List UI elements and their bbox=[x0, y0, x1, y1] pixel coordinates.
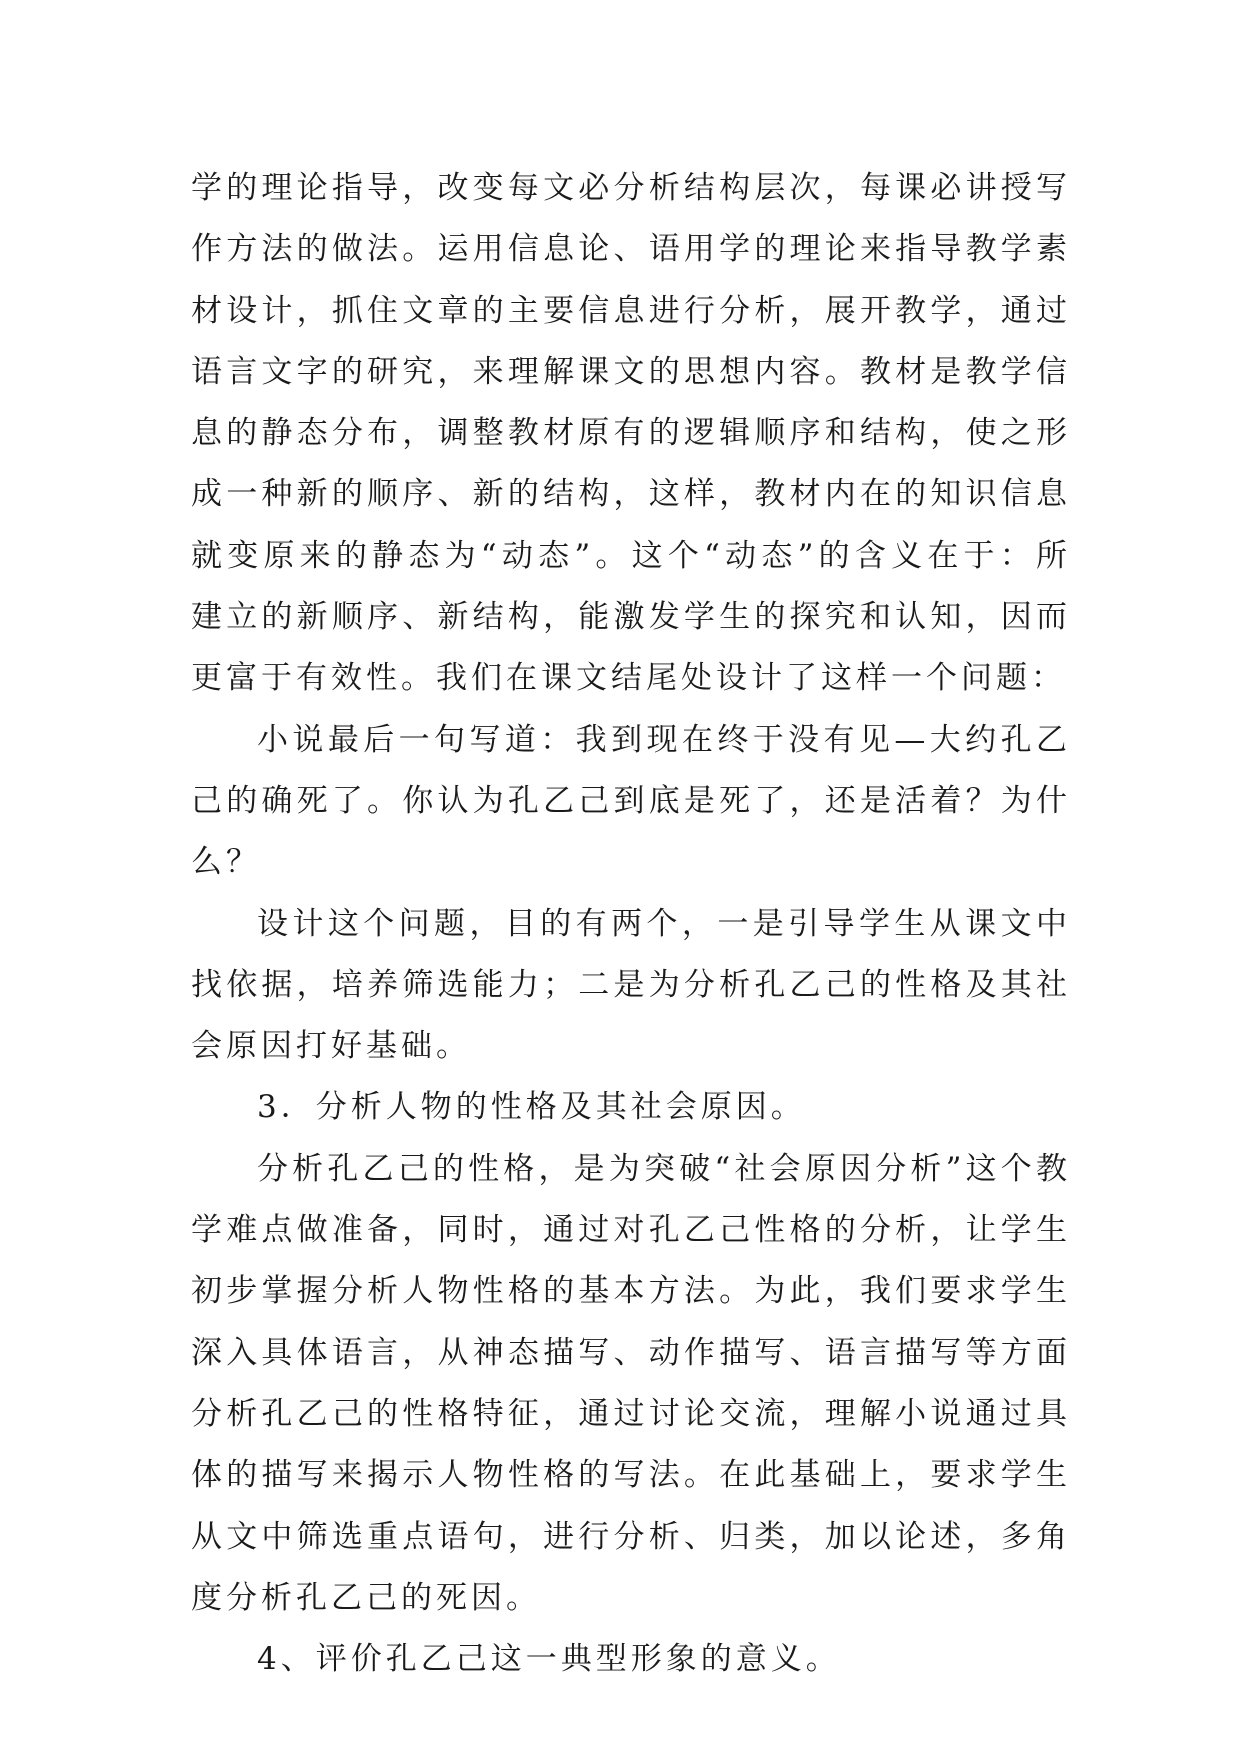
paragraph-quote-question: 小说最后一句写道：我到现在终于没有见—大约孔乙己的确死了。你认为孔乙己到底是死了，还是活着？为什么？ bbox=[191, 721, 1071, 881]
paragraph-design-purpose: 设计这个问题，目的有两个，一是引导学生从课文中找依据，培养筛选能力；二是为分析孔乙己的性格及其社会原因打好基础。 bbox=[191, 905, 1071, 1065]
paragraph-character-analysis: 分析孔乙己的性格，是为突破“社会原因分析”这个教学难点做准备，同时，通过对孔乙己性格的分析，让学生初步掌握分析人物性格的基本方法。为此，我们要求学生深入具体语言，从神态描写、动作描写、语言描写等方面分析孔乙己的性格特征，通过讨论交流，理解小说通过具体的描写来揭示人物性格的写法。在此基础上，要求学生从文中筛选重点语句，进行分析、归类，加以论述，多角度分析孔乙己的死因。 bbox=[191, 1150, 1071, 1616]
section-heading-4: 4、评价孔乙己这一典型形象的意义。 bbox=[257, 1641, 841, 1678]
paragraph-continuation: 学的理论指导，改变每文必分析结构层次，每课必讲授写作方法的做法。运用信息论、语用学的理论来指导教学素材设计，抓住文章的主要信息进行分析，展开教学，通过语言文字的研究，来理解课文的思想内容。教材是教学信息的静态分布，调整教材原有的逻辑顺序和结构，使之形成一种新的顺序、新的结构，这样，教材内在的知识信息就变原来的静态为“动态”。这个“动态”的含义在于：所建立的新顺序、新结构，能激发学生的探究和认知，因而更富于有效性。我们在课文结尾处设计了这样一个问题： bbox=[191, 170, 1071, 697]
document-body bbox=[191, 158, 1071, 1690]
section-heading-3: 3．分析人物的性格及其社会原因。 bbox=[257, 1089, 806, 1126]
